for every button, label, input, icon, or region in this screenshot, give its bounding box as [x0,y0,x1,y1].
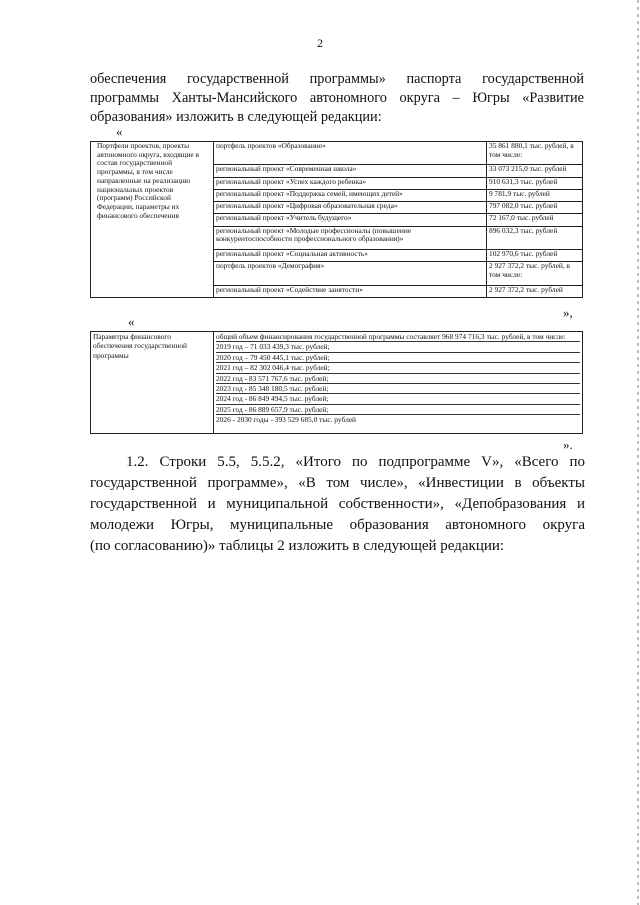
financing-line: 2020 год – 79 450 445,1 тыс. рублей; [216,353,580,363]
projects-label-cell: Портфели проектов, проекты автономного округа, входящие в состав государственной программы, в том числе направленные на реализацию национальных проектов (программ) Российской Федерации, параметры их финансового обеспечения [91,142,214,298]
project-name: региональный проект «Успех каждого ребенка» [214,177,487,189]
project-name: региональный проект «Учитель будущего» [214,214,487,226]
close-quote-2: ». [563,437,573,452]
intro-line: программы Ханты-Мансийского автономного округа – Югры «Развитие [90,90,584,106]
project-value: 910 631,3 тыс. рублей [487,177,583,189]
financing-line: 2026 - 2030 годы - 393 529 685,0 тыс. рублей [216,415,356,425]
project-value: 102 970,6 тыс. рублей [487,250,583,262]
close-quote-1: », [563,305,573,320]
open-quote-1: « [116,124,123,139]
project-name: портфель проектов «Образование» [214,142,487,165]
financing-values-cell [214,332,583,434]
section-paragraph [90,452,585,557]
financing-line: 2021 год – 82 302 046,4 тыс. рублей; [216,363,580,373]
project-value: 35 861 880,1 тыс. рублей, в том числе: [487,142,583,165]
project-value: 2 927 372,2 тыс. рублей [487,285,583,297]
project-name: региональный проект «Цифровая образовательная среда» [214,202,487,214]
project-value: 896 032,3 тыс. рублей [487,226,583,249]
project-name: региональный проект «Содействие занятости» [214,285,487,297]
section-line: молодежи Югры, муниципальные образования автономного округа [90,517,585,533]
financing-table [90,331,583,434]
project-value: 72 167,0 тыс. рублей [487,214,583,226]
scan-edge-marks [637,0,639,905]
projects-table [90,141,583,298]
financing-label-cell: Параметры финансового обеспечения государственной программы [91,332,214,434]
project-name: региональный проект «Современная школа» [214,165,487,177]
project-name: портфель проектов «Демография» [214,262,487,285]
open-quote-2: « [128,314,135,329]
project-value: 9 781,9 тыс. рублей [487,189,583,201]
project-value: 2 927 372,2 тыс. рублей, в том числе: [487,262,583,285]
intro-paragraph [90,70,584,127]
section-line: (по согласованию)» таблицы 2 изложить в следующей редакции: [90,538,505,554]
financing-line: 2019 год – 71 033 439,3 тыс. рублей; [216,342,580,352]
financing-line: общий объем финансирования государственной программы составляет 968 974 716,3 тыс. рублей, в том числе: [216,332,580,342]
financing-line: 2025 год - 86 889 657,9 тыс. рублей; [216,405,580,415]
intro-line: обеспечения государственной программы» паспорта государственной [90,71,584,87]
page-number: 2 [317,36,323,50]
financing-line: 2022 год - 83 571 767,6 тыс. рублей; [216,374,580,384]
financing-line: 2023 год - 85 348 180,5 тыс. рублей; [216,384,580,394]
project-name: региональный проект «Поддержка семей, имеющих детей» [214,189,487,201]
intro-line: образования» изложить в следующей редакции: [90,109,382,125]
section-line: государственной программе», «В том числе», «Инвестиции в объекты [90,475,585,491]
section-line: государственной и муниципальной собственности», «Депобразования и [90,496,585,512]
project-name: региональный проект «Молодые профессионалы (повышение конкурентоспособности профессионального образования)» [214,226,487,249]
project-value: 33 073 215,0 тыс. рублей [487,165,583,177]
financing-line: 2024 год - 86 849 494,5 тыс. рублей; [216,394,580,404]
section-line: 1.2. Строки 5.5, 5.5.2, «Итого по подпрограмме V», «Всего по [126,454,585,470]
project-value: 797 082,0 тыс. рублей [487,202,583,214]
project-name: региональный проект «Социальная активность» [214,250,487,262]
